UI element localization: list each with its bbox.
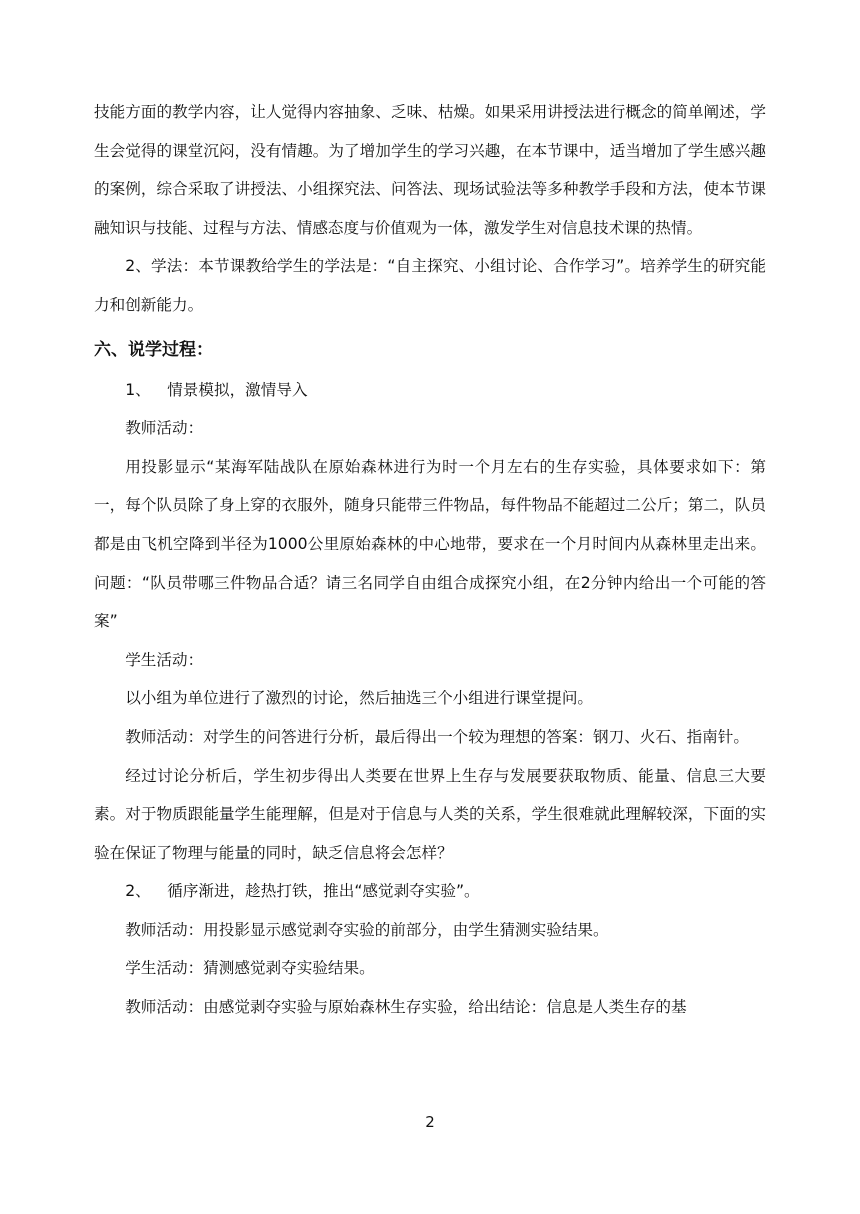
item-text: 循序渐进，趁热打铁，推出“感觉剥夺实验”。: [167, 882, 480, 901]
paragraph-student-guess: 学生活动：猜测感觉剥夺实验结果。: [125, 959, 375, 978]
paragraph-survival-experiment: 用投影显示“某海军陆战队在原始森林进行为时一个月左右的生存实验，具体要求如下：第一，每个队员除了身上穿的衣服外，随身只能带三件物品，每件物品不能超过二公斤；第二，队员都是由飞机空降到半径为1000公里原始森林的中心地带，要求在一个月时间内从森林里走出来。问题：“队员带哪三件物品合适？请三名同学自由组合成探究小组，在2分钟内给出一个可能的答案”: [94, 457, 766, 631]
item-text: 情景模拟，激情导入: [167, 380, 308, 399]
section-heading-learning-process: 六、说学过程：: [94, 339, 213, 360]
paragraph-teaching-method-continued: 技能方面的教学内容，让人觉得内容抽象、乏味、枯燥。如果采用讲授法进行概念的简单阐述，学生会觉得的课堂沉闷，没有情趣。为了增加学生的学习兴趣，在本节课中，适当增加了学生感兴趣的案例，综合采取了讲授法、小组探究法、问答法、现场试验法等多种教学手段和方法，使本节课融知识与技能、过程与方法、情感态度与价值观为一体，激发学生对信息技术课的热情。: [94, 103, 766, 237]
item-number: 1、: [125, 380, 151, 399]
paragraph-teacher-projection: 教师活动：用投影显示感觉剥夺实验的前部分，由学生猜测实验结果。: [125, 920, 609, 939]
paragraph-group-discussion: 以小组为单位进行了激烈的讨论，然后抽选三个小组进行课堂提问。: [125, 689, 594, 708]
paragraph-teacher-analysis: 教师活动：对学生的问答进行分析，最后得出一个较为理想的答案：钢刀、火石、指南针。: [125, 727, 749, 746]
numbered-item-1: [94, 371, 766, 410]
page-number: 2: [425, 1113, 435, 1131]
paragraph-discussion-summary: 经过讨论分析后，学生初步得出人类要在世界上生存与发展要获取物质、能量、信息三大要素。对于物质跟能量学生能理解，但是对于信息与人类的关系，学生很难就此理解较深，下面的实验在保证了物理与能量的同时，缺乏信息将会怎样？: [94, 766, 766, 862]
numbered-item-2: [94, 872, 766, 911]
paragraph-learning-method: 2、学法：本节课教给学生的学法是：“自主探究、小组讨论、合作学习”。培养学生的研究能力和创新能力。: [94, 257, 766, 314]
paragraph-student-activity-label: 学生活动：: [125, 650, 204, 669]
item-number: 2、: [125, 882, 151, 901]
page-content: [94, 93, 766, 1027]
paragraph-teacher-activity-label: 教师活动：: [125, 419, 204, 438]
paragraph-teacher-conclusion: 教师活动：由感觉剥夺实验与原始森林生存实验，给出结论：信息是人类生存的基: [125, 998, 687, 1017]
